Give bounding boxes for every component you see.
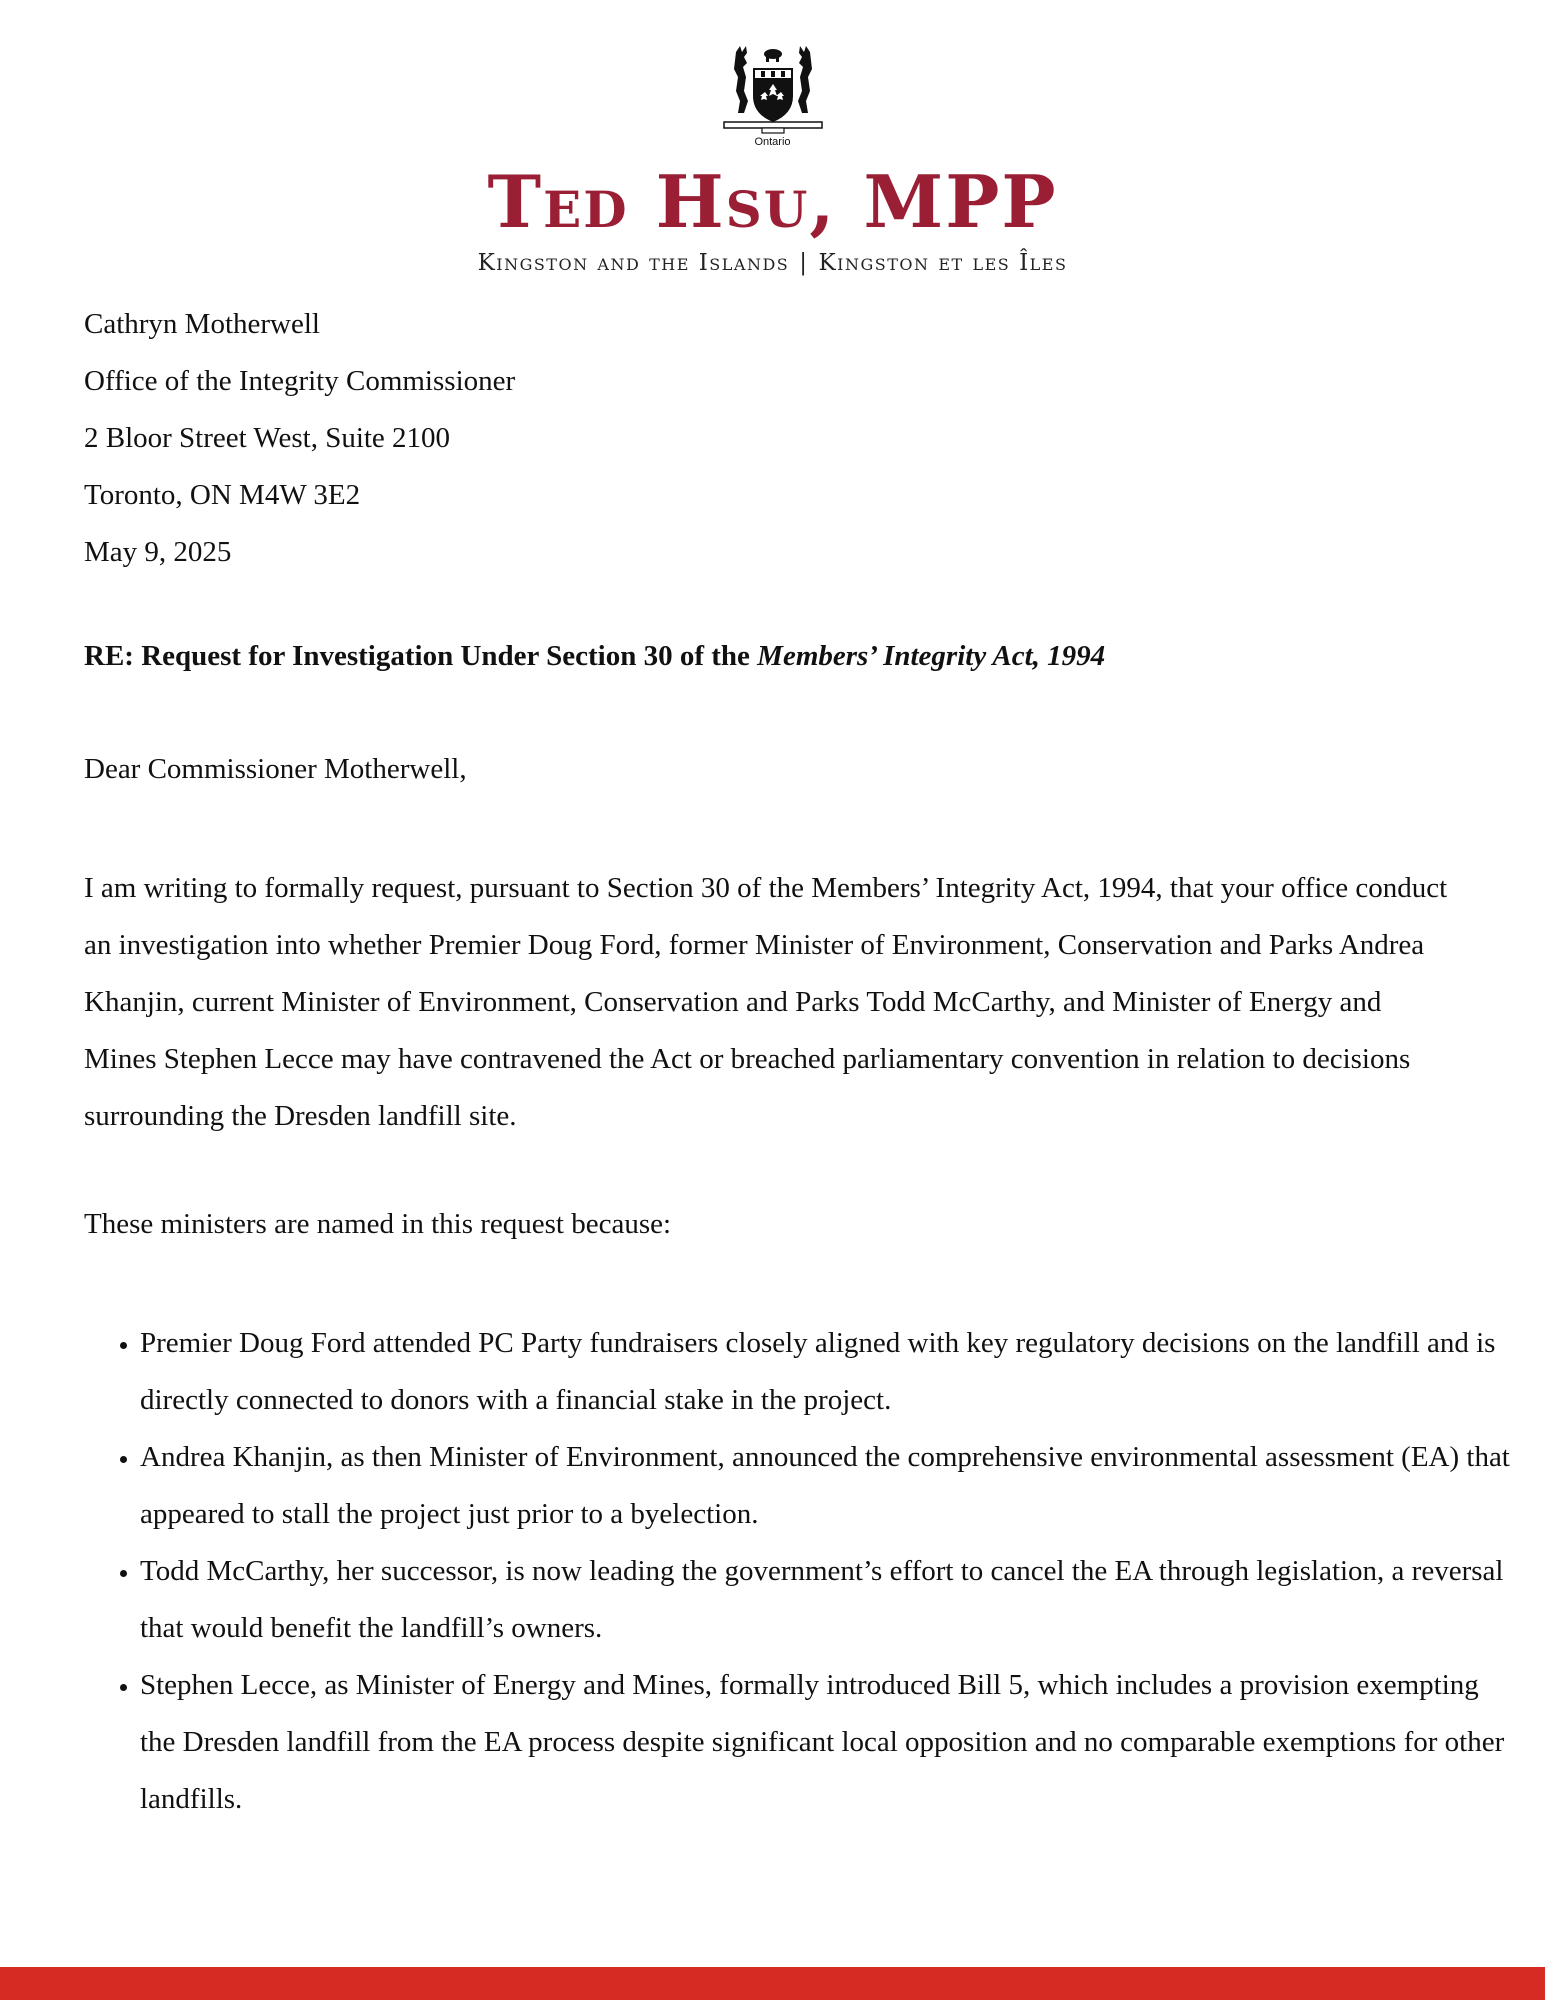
mpp-name: Ted Hsu, MPP	[487, 159, 1058, 244]
letter-body	[84, 302, 1510, 1828]
recipient-street: 2 Bloor Street West, Suite 2100	[84, 422, 451, 454]
riding-name-french: Kingston et les Îles	[818, 250, 1068, 276]
crest-label: Ontario	[754, 136, 791, 148]
reasons-intro: These ministers are named in this request because:	[84, 1208, 672, 1240]
list-item: • Andrea Khanjin, as then Minister of Environment, announced the comprehensive environmental assessment (EA) that appeared to stall the project just prior to a byelection.	[140, 1429, 1515, 1543]
request-paragraph: I am writing to formally request, pursuant to Section 30 of the Members’ Integrity Act, 1994, that your office conduct an investigation into whether Premier Doug Ford, former Minister of Environment, Conservation and Parks Andrea Khanjin, current Minister of Environment, Conservation and Parks Todd McCarthy, and Minister of Energy and Mines Stephen Lecce may have contravened the Act or breached parliamentary convention in relation to decisions surrounding the Dresden landfill site.	[84, 872, 1448, 1132]
reasons-list	[84, 1315, 1515, 1828]
subject-line	[84, 634, 1464, 678]
subject-prefix: RE: Request for Investigation Under Section 30 of the	[84, 640, 758, 672]
recipient-address	[84, 302, 1464, 587]
riding-name	[0, 250, 1545, 276]
list-item: • Todd McCarthy, her successor, is now leading the government’s effort to cancel the EA through legislation, a reversal that would benefit the landfill’s owners.	[140, 1543, 1515, 1657]
recipient-name: Cathryn Motherwell	[84, 308, 320, 340]
riding-name-english: Kingston and the Islands	[477, 250, 790, 276]
recipient-office: Office of the Integrity Commissioner	[84, 365, 516, 397]
letter-date: May 9, 2025	[84, 536, 232, 568]
footer-bar	[0, 1967, 1545, 2000]
list-item: • Premier Doug Ford attended PC Party fundraisers closely aligned with key regulatory decisions on the landfill and is directly connected to donors with a financial stake in the project.	[140, 1315, 1515, 1429]
subject-act-title: Members’ Integrity Act, 1994	[757, 640, 1106, 672]
letterhead	[0, 44, 1545, 276]
recipient-city: Toronto, ON M4W 3E2	[84, 479, 361, 511]
list-item: • Stephen Lecce, as Minister of Energy and Mines, formally introduced Bill 5, which includes a provision exempting the Dresden landfill from the EA process despite significant local opposition and no comparable exemptions for other landfills.	[140, 1657, 1515, 1828]
ontario-coat-of-arms-icon	[718, 44, 828, 136]
salutation: Dear Commissioner Motherwell,	[84, 753, 467, 785]
riding-separator: |	[799, 250, 809, 276]
